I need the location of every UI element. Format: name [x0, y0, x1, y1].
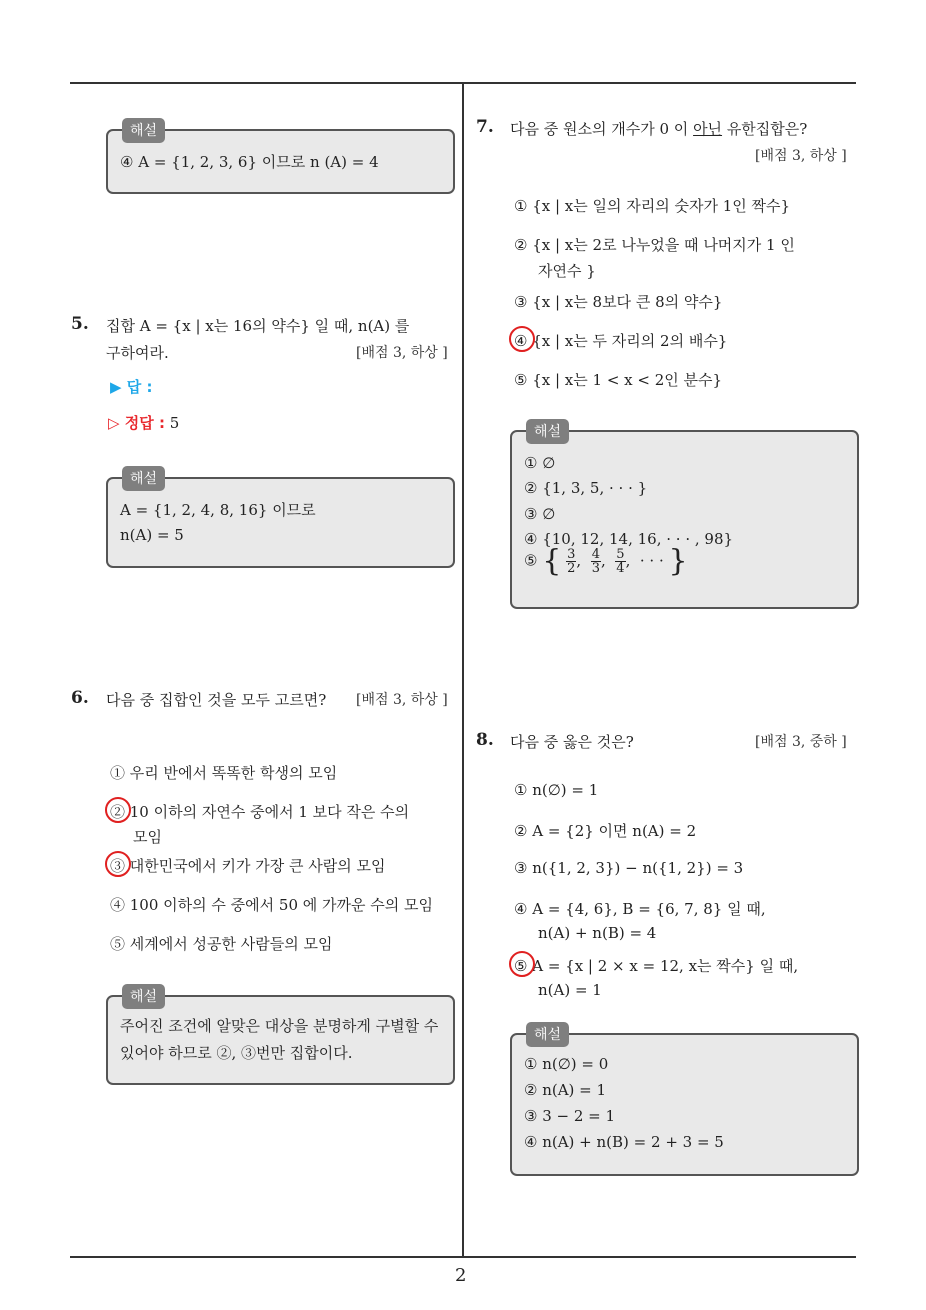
fraction: $\frac{5}{4}$ [616, 547, 625, 576]
option-7-3[interactable]: ③ {x | x는 8보다 큰 8의 약수} [514, 293, 723, 311]
explanation-label: 해설 [122, 466, 165, 491]
explanation-line: ② {1, 3, 5, · · · } [524, 479, 648, 497]
option-7-2-cont: 자연수 } [538, 262, 596, 280]
fraction: $\frac{3}{2}$ [567, 547, 576, 576]
option-8-4[interactable]: ④ A = {4, 6}, B = {6, 7, 8} 일 때, [514, 900, 766, 918]
explanation-label: 해설 [122, 984, 165, 1009]
selected-mark-8-5 [509, 951, 535, 977]
score-tag-6: [배점 3, 하상 ] [356, 692, 448, 708]
explanation-line: ③ 3 − 2 = 1 [524, 1107, 616, 1125]
explanation-line: A = {1, 2, 4, 8, 16} 이므로 [120, 501, 316, 519]
explanation-line: n(A) = 5 [120, 526, 184, 544]
option-8-5[interactable]: ⑤ A = {x | 2 × x = 12, x는 짝수} 일 때, [514, 957, 799, 975]
explanation-label: 해설 [526, 419, 569, 444]
option-6-2-cont: 모임 [133, 828, 162, 846]
explanation-box-q4 [106, 123, 455, 194]
correct-label: ▷ 정답 : [108, 414, 165, 432]
selected-mark-6-2 [105, 797, 131, 823]
question-text-7-pre: 다음 중 원소의 개수가 0 이 [510, 120, 694, 138]
question-text-6: 다음 중 집합인 것을 모두 고르면? [106, 691, 327, 709]
ellipsis: · · · [639, 551, 664, 570]
question-text-5: 집합 A = {x | x는 16의 약수} 일 때, n(A) 를 [106, 317, 410, 335]
explanation-box-q8 [510, 1027, 859, 1176]
explanation-line: ④ n(A) + n(B) = 2 + 3 = 5 [524, 1133, 724, 1151]
question-text-7 [510, 118, 807, 139]
question-text-7-post: 유한집합은? [722, 120, 808, 138]
option-7-1[interactable]: ① {x | x는 일의 자리의 숫자가 1인 짝수} [514, 197, 791, 215]
explanation-line: ① ∅ [524, 454, 556, 472]
option-8-5-cont: n(A) = 1 [538, 981, 602, 999]
question-number-7: 7. [476, 117, 494, 137]
explanation-line: ① n(∅) = 0 [524, 1055, 609, 1073]
score-tag-7: [배점 3, 하상 ] [755, 148, 847, 164]
option-7-4[interactable]: ④ {x | x는 두 자리의 2의 배수} [514, 332, 728, 350]
circled-five: ⑤ [524, 551, 538, 570]
question-text-7-emphasis: 아닌 [693, 120, 723, 138]
explanation-line: ② n(A) = 1 [524, 1081, 607, 1099]
correct-answer-5 [108, 412, 179, 433]
question-number-8: 8. [476, 730, 494, 750]
correct-value: 5 [169, 414, 180, 432]
explanation-label: 해설 [526, 1022, 569, 1047]
option-6-1[interactable]: ① 우리 반에서 똑똑한 학생의 모임 [110, 764, 338, 782]
explanation-box-q7 [510, 424, 859, 609]
option-8-2[interactable]: ② A = {2} 이면 n(A) = 2 [514, 822, 697, 840]
option-8-1[interactable]: ① n(∅) = 1 [514, 781, 599, 799]
score-tag-8: [배점 3, 중하 ] [755, 734, 847, 750]
fraction: $\frac{4}{3}$ [591, 547, 600, 576]
explanation-box-q6 [106, 989, 455, 1085]
option-8-3[interactable]: ③ n({1, 2, 3}) − n({1, 2}) = 3 [514, 859, 744, 877]
question-number-6: 6. [71, 688, 89, 708]
explanation-line-fractions: ⑤ { $\frac{3}{2}$ , $\frac{4}{3}$ , $\frac{5}{4}$ , · · · } [524, 543, 688, 579]
question-number-5: 5. [71, 314, 89, 334]
explanation-label: 해설 [122, 118, 165, 143]
explanation-line: 주어진 조건에 알맞은 대상을 분명하게 구별할 수 [120, 1017, 439, 1035]
score-tag-5: [배점 3, 하상 ] [356, 345, 448, 361]
selected-mark-7-4 [509, 326, 535, 352]
page-number: 2 [455, 1265, 467, 1286]
left-brace: { [542, 543, 562, 579]
column-divider [462, 82, 464, 1257]
explanation-line: 있어야 하므로 ②, ③번만 집합이다. [120, 1044, 353, 1062]
option-7-2[interactable]: ② {x | x는 2로 나누었을 때 나머지가 1 인 [514, 236, 795, 254]
option-6-2[interactable]: ② 10 이하의 자연수 중에서 1 보다 작은 수의 [110, 803, 410, 821]
question-text-8: 다음 중 옳은 것은? [510, 733, 634, 751]
bottom-rule [70, 1256, 856, 1258]
selected-mark-6-3 [105, 851, 131, 877]
explanation-line: ③ ∅ [524, 505, 556, 523]
explanation-line: ④ {10, 12, 14, 16, · · · , 98} [524, 530, 734, 548]
option-8-4-cont: n(A) + n(B) = 4 [538, 924, 657, 942]
explanation-line: ④ A = {1, 2, 3, 6} 이므로 n (A) = 4 [120, 153, 379, 171]
option-6-4[interactable]: ④ 100 이하의 수 중에서 50 에 가까운 수의 모임 [110, 896, 433, 914]
option-6-5[interactable]: ⑤ 세계에서 성공한 사람들의 모임 [110, 935, 333, 953]
explanation-box-q5 [106, 471, 455, 568]
question-text-5-cont: 구하여라. [106, 344, 169, 362]
answer-label-5[interactable]: ▶ 답 : [110, 378, 153, 396]
right-brace: } [668, 543, 688, 579]
option-6-3[interactable]: ③ 대한민국에서 키가 가장 큰 사람의 모임 [110, 857, 386, 875]
option-7-5[interactable]: ⑤ {x | x는 1 < x < 2인 분수} [514, 371, 723, 389]
